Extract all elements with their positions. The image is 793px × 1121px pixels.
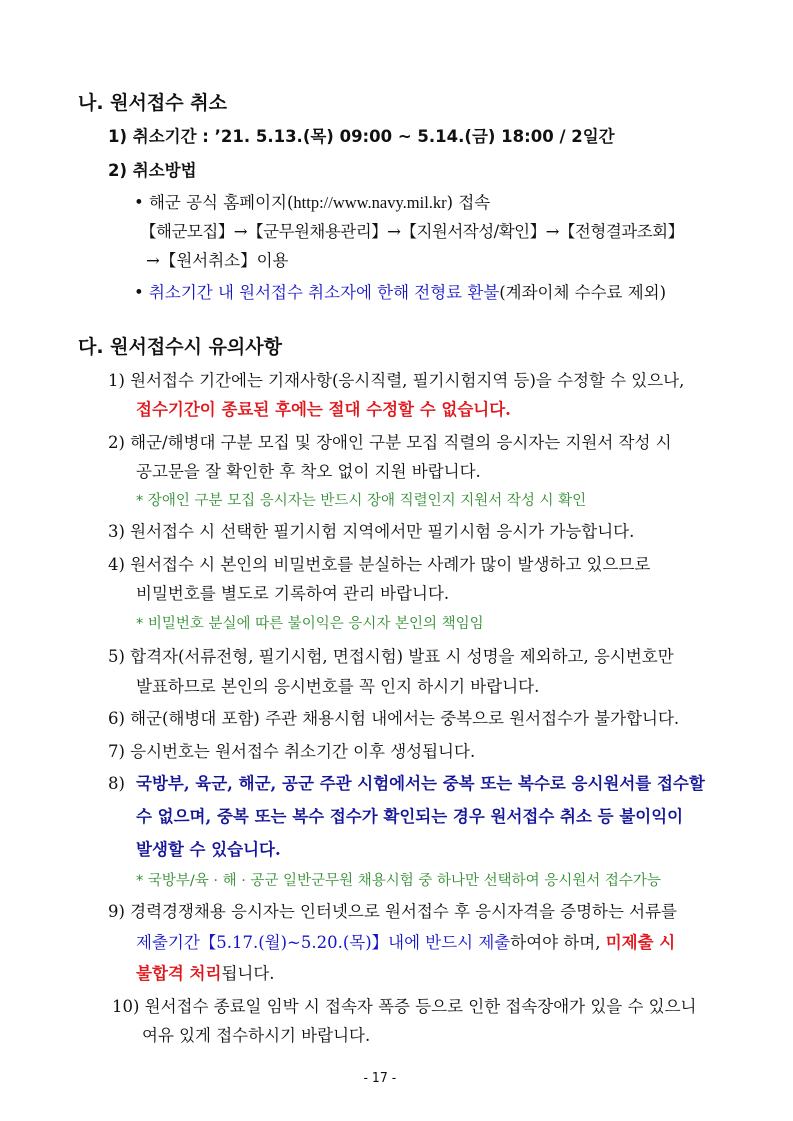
cancel-bullet-refund — [134, 282, 666, 304]
refund-notice: 취소기간 내 원서접수 취소자에 한해 전형료 환불 — [148, 283, 500, 302]
item-8-line-3: 발생할 수 있습니다. — [136, 840, 281, 859]
item-10-line-1: 10) 원서접수 종료일 임박 시 접속자 폭증 등으로 인한 접속장애가 있을 수 있으니 — [112, 997, 697, 1016]
item-1-warning: 접수기간이 종료된 후에는 절대 수정할 수 없습니다. — [136, 400, 511, 419]
section-title-precautions: 다. 원서접수시 유의사항 — [78, 336, 282, 358]
item-2-line-2: 공고문을 잘 확인한 후 착오 없이 지원 바랍니다. — [136, 462, 481, 481]
item-4-line-1: 4) 원서접수 시 본인의 비밀번호를 분실하는 사례가 많이 발생하고 있으므로 — [108, 555, 651, 574]
item-1-line-1: 1) 원서접수 기간에는 기재사항(응시직렬, 필기시험지역 등)을 수정할 수 있으나, — [108, 371, 685, 390]
item-5-line-1: 5) 합격자(서류전형, 필기시험, 면접시험) 발표 시 성명을 제외하고, 응시번호만 — [108, 647, 674, 666]
non-submission-warning: 미제출 시 — [605, 933, 676, 952]
item-2-note: * 장애인 구분 모집 응시자는 반드시 장애 직렬인지 지원서 작성 시 확인 — [136, 493, 587, 509]
item-9-end-text: 됩니다. — [221, 964, 275, 983]
item-5-line-2: 발표하므로 본인의 응시번호를 꼭 인지 하시기 바랍니다. — [136, 677, 540, 696]
item-9-mid-text: 하여야 하며, — [510, 933, 606, 952]
item-3-line-1: 3) 원서접수 시 선택한 필기시험 지역에서만 필기시험 응시가 가능합니다. — [108, 522, 635, 541]
cancel-menu-path-1: 【해군모집】→【군무원채용관리】→【지원서작성/확인】→【전형결과조회】 — [140, 222, 684, 241]
item-8-line-2: 수 없으며, 중복 또는 복수 접수가 확인되는 경우 원서접수 취소 등 불이익이 — [136, 807, 684, 826]
item-8-number: 8) — [108, 774, 125, 793]
cancel-period: 1) 취소기간 : ’21. 5.13.(목) 09:00 ~ 5.14.(금) 18:00 / 2일간 — [108, 127, 615, 146]
navy-homepage-link[interactable]: http://www.navy.mil.kr — [293, 193, 447, 212]
refund-exception: (계좌이체 수수료 제외) — [499, 283, 667, 302]
cancel-menu-path-2: →【원서취소】이용 — [146, 251, 289, 270]
cancel-method-heading: 2) 취소방법 — [108, 161, 197, 180]
item-9-line-3 — [136, 963, 275, 985]
section-title-cancel: 나. 원서접수 취소 — [78, 92, 227, 114]
bullet-text: • 해군 공식 홈페이지( — [134, 193, 294, 212]
item-2-line-1: 2) 해군/해병대 구분 모집 및 장애인 구분 모집 직렬의 응시자는 지원서 작성 시 — [108, 433, 672, 452]
item-6-line-1: 6) 해군(해병대 포함) 주관 채용시험 내에서는 중복으로 원서접수가 불가합니다. — [108, 709, 680, 728]
submission-period: 제출기간【5.17.(월)~5.20.(목)】내에 반드시 제출 — [136, 933, 511, 952]
item-9-line-1: 9) 경력경쟁채용 응시자는 인터넷으로 원서접수 후 응시자격을 증명하는 서류를 — [108, 902, 677, 921]
item-8-note: * 국방부/육 · 해 · 공군 일반군무원 채용시험 중 하나만 선택하여 응시원서 접수가능 — [136, 873, 661, 889]
item-7-line-1: 7) 응시번호는 원서접수 취소기간 이후 생성됩니다. — [108, 742, 476, 761]
item-8-line-1: 국방부, 육군, 해군, 공군 주관 시험에서는 중복 또는 복수로 응시원서를 접수할 — [136, 774, 705, 793]
item-10-line-2: 여유 있게 접수하시기 바랍니다. — [142, 1026, 371, 1045]
item-9-line-2 — [136, 932, 675, 954]
bullet-mark: • — [134, 283, 149, 302]
disqualification-warning: 불합격 처리 — [136, 964, 222, 983]
cancel-bullet-homepage — [134, 192, 490, 214]
page-number: - 17 - — [363, 1071, 397, 1086]
item-4-note: * 비밀번호 분실에 따른 불이익은 응시자 본인의 책임임 — [136, 616, 484, 632]
item-4-line-2: 비밀번호를 별도로 기록하여 관리 바랍니다. — [136, 584, 450, 603]
bullet-text: ) 접속 — [446, 193, 491, 212]
